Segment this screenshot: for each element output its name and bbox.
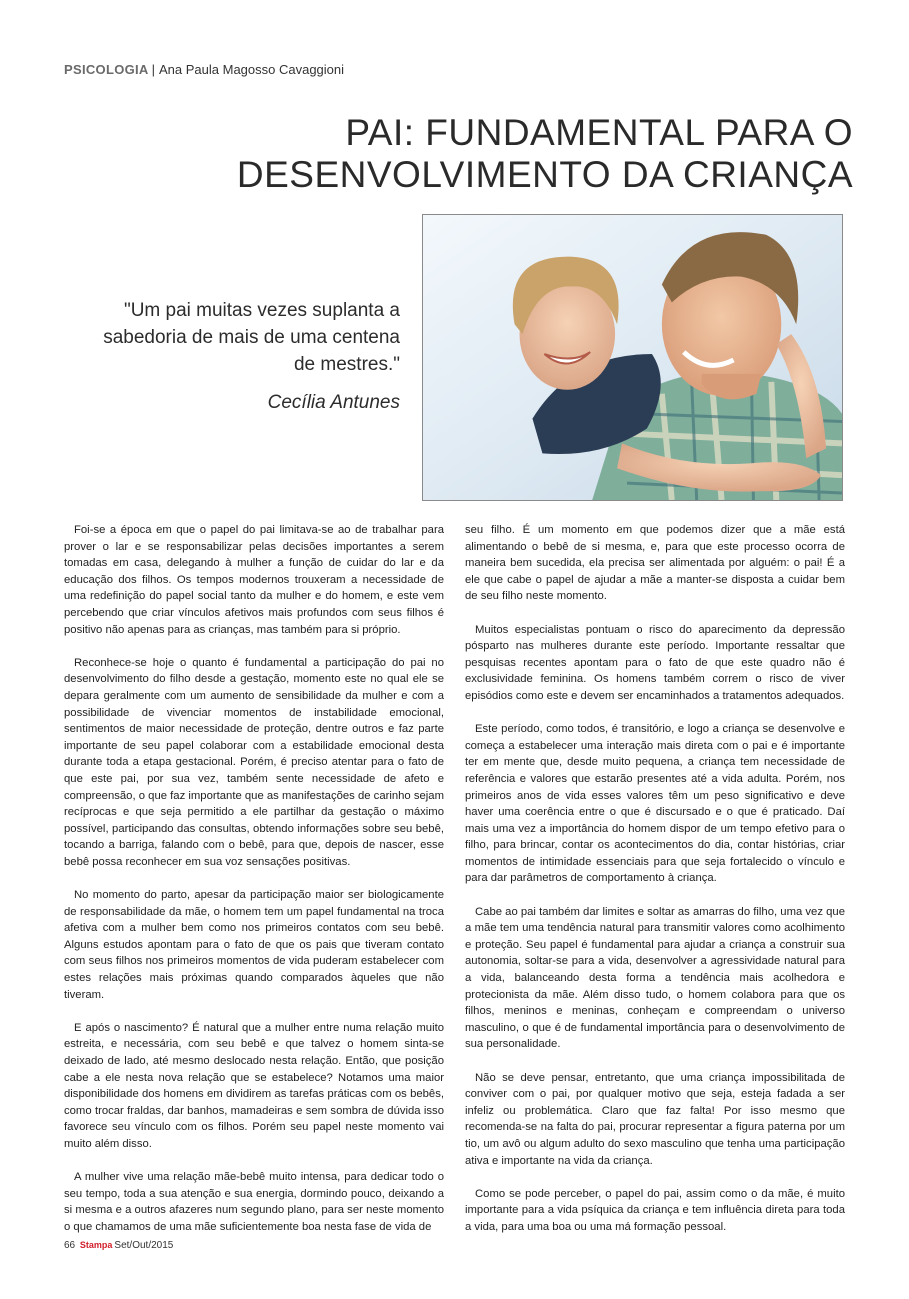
- paragraph: Foi-se a época em que o papel do pai limitava-se ao de trabalhar para prover o lar e se responsabilizar pelas decisões importantes a serem tomadas em casa, delegando à mulher a função de cuidar do lar e da educação dos filhos. Os tempos modernos trouxeram a necessidade de uma redefinição do papel social tanto da mulher e do homem, e este vem percebendo que criar vínculos afetivos mais profundos com seus filhos é positivo não apenas para as crianças, mas também para si próprio.: [64, 524, 444, 636]
- paragraph: No momento do parto, apesar da participação maior ser biologicamente de responsabilidade da mãe, o homem tem um papel fundamental na troca afetiva com a mulher bem como nos primeiros contatos com seu bebê. Alguns estudos apontam para o fato de que os pais que tiveram contato com seus filhos nos primeiros momentos de vida puderam estabelecer com estes relações mais próximas quando comparados àqueles que não tiveram.: [64, 889, 444, 1001]
- article-column-right: [465, 522, 845, 1252]
- paragraph: E após o nascimento? É natural que a mulher entre numa relação muito estreita, e necessária, com seu bebê e que talvez o homem sinta-se deixado de lado, até mesmo deslocado nesta relação. Então, que posição cabe a ele nesta nova relação que se estabelece? Notamos uma maior disponibilidade dos homens em dividirem as tarefas práticas com os bebês, como trocar fraldas, dar banhos, mamadeiras e sem sombra de dúvida isso favorece seu vínculo com os filhos. Porém seu papel neste momento vai muito além disso.: [64, 1021, 444, 1150]
- magazine-name: Stampa: [79, 1240, 113, 1250]
- article-author: Ana Paula Magosso Cavaggioni: [159, 62, 345, 77]
- article-title: [213, 112, 853, 196]
- paragraph: A mulher vive uma relação mãe-bebê muito intensa, para dedicar todo o seu tempo, toda a sua atenção e sua energia, dormindo pouco, deixando a si mesma e a outros afazeres num segundo plano, para ser neste momento o que chamamos de uma mãe suficientemente boa nesta fase de vida de: [64, 1171, 444, 1233]
- issue-date: Set/Out/2015: [114, 1240, 174, 1251]
- paragraph: seu filho. É um momento em que podemos dizer que a mãe está alimentando o bebê de si mesma, e, para que este processo ocorra de maneira bem sucedida, ela precisa ser alimentada por alguém: o pai! É a ele que cabe o papel de ajudar a mãe a manter-se disposta a cuidar bem de seu filho neste momento.: [465, 524, 845, 603]
- paragraph: Não se deve pensar, entretanto, que uma criança impossibilitada de conviver com o pai, por qualquer motivo que seja, esteja fadada a ser infeliz ou problemática. Claro que faz falta! Por isso mesmo que recomenda-se na falta do pai, procurar representar a figura paterna por um tio, um avô ou algum adulto do sexo masculino que tenha uma participação ativa e importante na vida da criança.: [465, 1071, 845, 1167]
- paragraph: Reconhece-se hoje o quanto é fundamental a participação do pai no desenvolvimento do filho desde a gestação, momento este no qual ele se depara geralmente com um aumento de sensibilidade da mulher e com a possibilidade de vivenciar momentos de instabilidade emocional, sentimentos de maior necessidade de proteção, dentre outros e faz parte importante de seu papel colaborar com a estabilidade emocional desta durante toda a etapa gestacional. Porém, é preciso atentar para o fato de que este pai, por sua vez, também sente necessidade de afeto e compreensão, o que faz importante que as manifestações de carinho sejam recíprocas e que seja permitido a ele partilhar da gestação o máximo possível, participando das consultas, obtendo informações sobre seu bebê, tocando a barriga, falando com o bebê, para que, depois de nascer, esse bebê possa reconhecer em sua voz sensações positivas.: [64, 656, 444, 868]
- page-footer: [64, 1240, 173, 1251]
- paragraph: Este período, como todos, é transitório, e logo a criança se desenvolve e começa a estabelecer uma interação mais direta com o pai e é importante ter em mente que, desde muito pequena, a criança tem necessidade de referência e valores que estarão presentes até a vida adulta. Porém, nos primeiros anos de vida esses valores têm um peso significativo e deve haver uma coerência entre o que é discursado e o que é praticado. Daí mais uma vez a importância do homem dispor de um tempo efetivo para o filho, para brincar, contar os acontecimentos do dia, contar histórias, criar momentos de intimidade essenciais para que seja fortalecido o vínculo e para dar parâmetros de comportamento à criança.: [465, 723, 845, 885]
- paragraph: Como se pode perceber, o papel do pai, assim como o da mãe, é muito importante para a vida psíquica da criança e tem influência direta para toda a vida, para uma boa ou uma má formação pessoal.: [465, 1187, 845, 1233]
- paragraph: Cabe ao pai também dar limites e soltar as amarras do filho, uma vez que a mãe tem uma tendência natural para transmitir valores como acolhimento e proteção. Seu papel é fundamental para ajudar a criança a construir sua autonomia, soltar-se para a vida, desenvolver a agressividade natural para a vida, balanceando desta forma a tendência mais acolhedora e protecionista da mãe. Além disso tudo, o homem colabora para que os filhos, meninos e meninas, conheçam e compreendam o universo masculino, o que é de fundamental importância para o desenvolvimento de sua personalidade.: [465, 905, 845, 1051]
- pull-quote-author: Cecília Antunes: [267, 392, 400, 413]
- article-column-left: [64, 522, 444, 1252]
- header-separator: |: [151, 62, 156, 77]
- section-category: PSICOLOGIA: [64, 62, 149, 77]
- article-title-line-2: DESENVOLVIMENTO DA CRIANÇA: [236, 154, 853, 195]
- page-number: 66: [64, 1240, 76, 1251]
- section-header: [64, 62, 344, 77]
- article-title-line-1: PAI: FUNDAMENTAL PARA O: [345, 112, 853, 153]
- father-son-photo: [422, 214, 843, 501]
- paragraph: Muitos especialistas pontuam o risco do aparecimento da depressão pósparto nas mulheres durante este período. Importante ressaltar que pesquisas recentes apontam para o fato de que este quadro não é exclusividade feminina. Os homens também correm o risco de viver episódios como este e devem ser encaminhados a tratamentos adequados.: [465, 623, 845, 702]
- pull-quote: "Um pai muitas vezes suplanta a sabedoria de mais de uma centena de mestres.": [103, 300, 400, 375]
